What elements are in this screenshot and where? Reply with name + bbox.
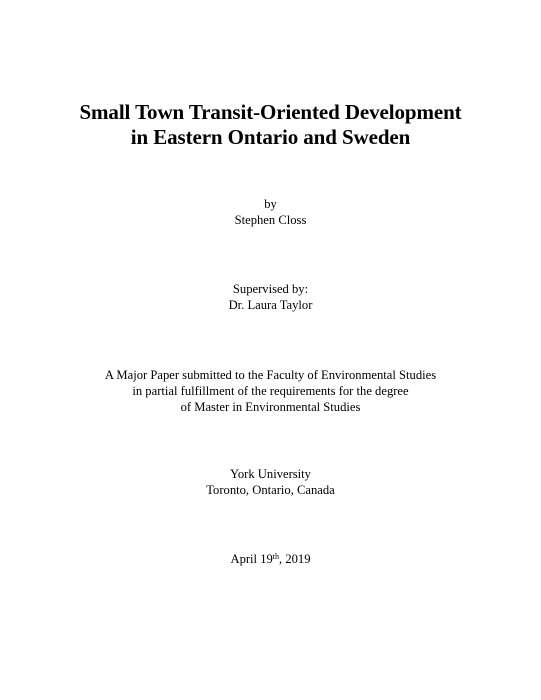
institution-block [0,466,541,498]
supervisor-block [0,281,541,313]
by-label: by [264,197,277,211]
submission-line-1: A Major Paper submitted to the Faculty of Environmental Studies [104,368,437,382]
supervisor-name: Dr. Laura Taylor [228,298,313,312]
title-line-1: Small Town Transit-Oriented Development [79,100,462,124]
university-name: York University [230,467,311,481]
author-block [0,196,541,228]
title-line-2: in Eastern Ontario and Sweden [130,125,411,149]
date-ordinal-suffix: th [272,552,280,561]
date-line [0,551,541,567]
paper-title [0,100,541,150]
submission-line-2: in partial fulfillment of the requirements for the degree [132,384,409,398]
author-name: Stephen Closs [234,213,307,227]
date-month-day: April 19 [230,552,273,566]
university-location: Toronto, Ontario, Canada [206,483,335,497]
supervised-by-label: Supervised by: [232,282,309,296]
date-year: , 2019 [279,552,311,566]
submission-statement [0,367,541,415]
submission-date [0,551,541,567]
submission-line-3: of Master in Environmental Studies [180,400,361,414]
